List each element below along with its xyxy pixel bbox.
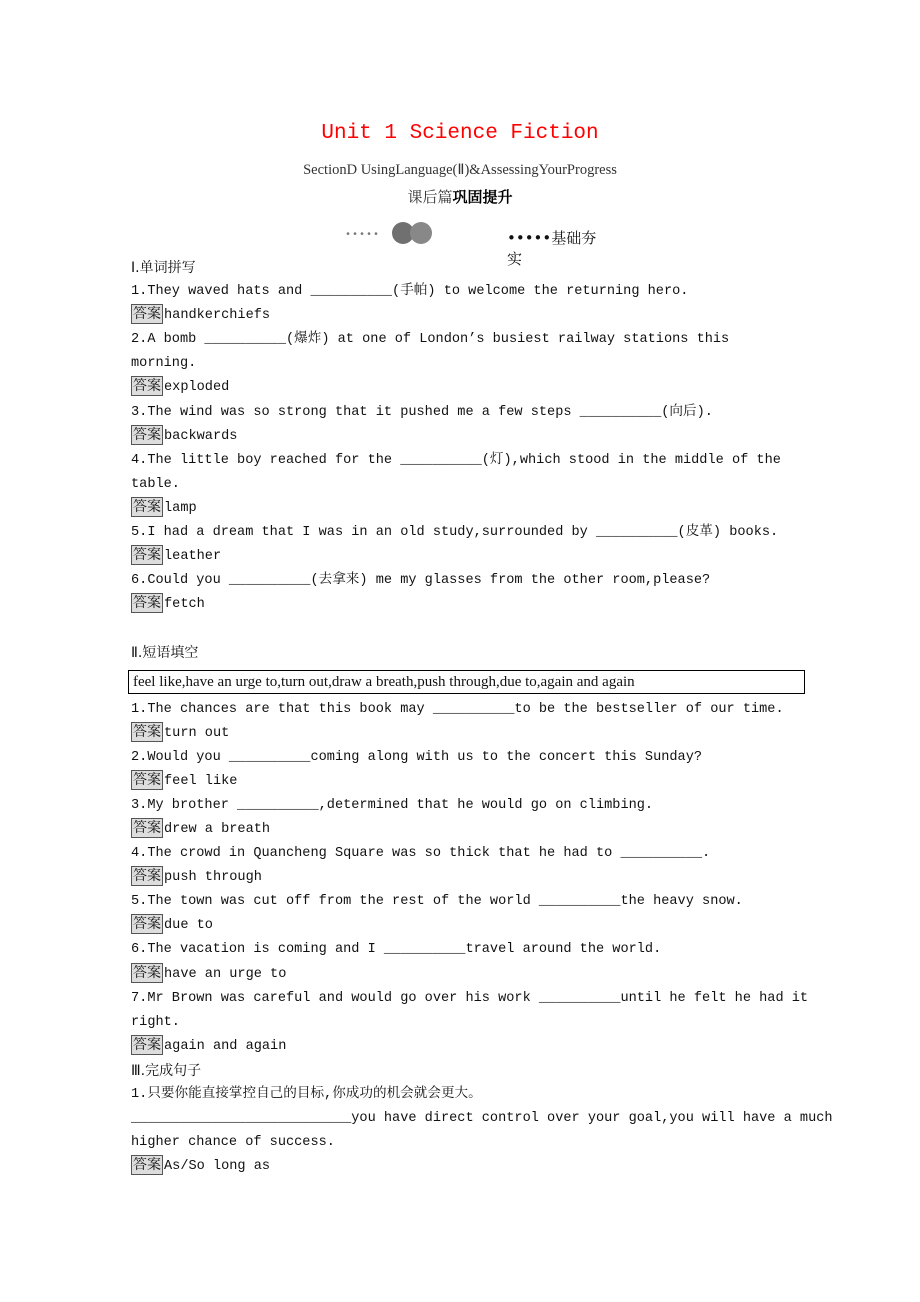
question-line: ___________________________you have direct control over your goal,you will have a much [131,1111,833,1127]
answer-text: lamp [164,500,197,516]
answer-badge: 答案 [133,771,161,788]
answer-line [131,1155,801,1179]
answer-badge: 答案 [133,1036,161,1053]
answer-text: backwards [164,428,238,444]
answer-badge: 答案 [133,378,161,395]
answer-badge: 答案 [133,547,161,564]
question-line: 6.The vacation is coming and I __________travel around the world. [131,942,662,958]
exercise-content [131,256,833,1179]
section-banner [345,218,605,268]
answer-badge: 答案 [133,916,161,933]
question-line: 1.The chances are that this book may __________to be the bestseller of our time. [131,701,784,717]
question-line: 5.I had a dream that I was in an old study,surrounded by __________(皮革) books. [131,525,779,541]
answer-text: have an urge to [164,966,287,982]
answer-line [131,818,801,842]
answer-line [131,866,801,890]
answer-line [131,425,801,449]
answer-badge: 答案 [133,819,161,836]
answer-line [131,770,801,794]
answer-text: feel like [164,773,238,789]
answer-text: again and again [164,1038,287,1054]
question-line: 1.只要你能直接掌控自己的目标,你成功的机会就会更大。 [131,1087,482,1102]
spacer [131,617,801,641]
question-line: 2.Would you __________coming along with us to the concert this Sunday? [131,749,703,765]
answer-text: drew a breath [164,821,271,837]
answer-line [131,914,801,938]
answer-line [131,1035,801,1059]
section-subtitle-2 [0,186,920,207]
banner-label: •••••基础夯实 [507,229,597,268]
answer-badge: 答案 [133,306,161,323]
answer-badge: 答案 [133,498,161,515]
section-subtitle: SectionD UsingLanguage(Ⅱ)&AssessingYourProgress [303,162,617,178]
section-heading: Ⅰ.单词拼写 [131,260,196,276]
answer-line [131,963,801,987]
answer-line [131,497,801,521]
answer-text: fetch [164,597,205,613]
answer-badge: 答案 [133,964,161,981]
question-line: table. [131,476,180,492]
answer-text: leather [164,549,222,565]
page-title: Unit 1 Science Fiction [321,122,599,145]
answer-line [131,545,801,569]
question-line: 7.Mr Brown was careful and would go over his work __________until he felt he had it [131,990,809,1006]
question-line: 3.My brother __________,determined that he would go on climbing. [131,797,654,813]
answer-badge: 答案 [133,426,161,443]
answer-line [131,376,801,400]
answer-badge: 答案 [133,868,161,885]
section-heading: Ⅲ.完成句子 [131,1062,202,1079]
answer-badge: 答案 [133,595,161,612]
answer-text: turn out [164,725,230,741]
answer-text: due to [164,918,213,934]
question-line: 1.They waved hats and __________(手帕) to welcome the returning hero. [131,284,689,300]
question-line: morning. [131,356,197,372]
question-line: 6.Could you __________(去拿来) me my glasses from the other room,please? [131,573,711,589]
subtitle-bold: 巩固提升 [452,188,513,206]
answer-text: exploded [164,380,230,396]
answer-text: As/So long as [164,1159,271,1175]
question-line: 3.The wind was so strong that it pushed me a few steps __________(向后). [131,404,713,420]
section-heading: Ⅱ.短语填空 [131,645,199,662]
question-line: 4.The little boy reached for the __________(灯),which stood in the middle of the [131,452,781,468]
answer-badge: 答案 [133,723,161,740]
question-line: 4.The crowd in Quancheng Square was so thick that he had to __________. [131,846,711,862]
answer-line [131,722,801,746]
answer-text: push through [164,870,262,886]
answer-line [131,304,801,328]
question-line: right. [131,1014,180,1030]
answer-line [131,593,801,617]
question-line: 2.A bomb __________(爆炸) at one of London’s busiest railway stations this [131,332,730,348]
question-line: higher chance of success. [131,1135,335,1151]
subtitle-part: 课后篇 [407,188,453,206]
answer-text: handkerchiefs [164,308,271,324]
word-box: feel like,have an urge to,turn out,draw a breath,push through,due to,again and again [128,670,805,694]
dots-decoration: ••••• [345,230,381,241]
question-line: 5.The town was cut off from the rest of the world __________the heavy snow. [131,894,743,910]
answer-badge: 答案 [133,1157,161,1174]
